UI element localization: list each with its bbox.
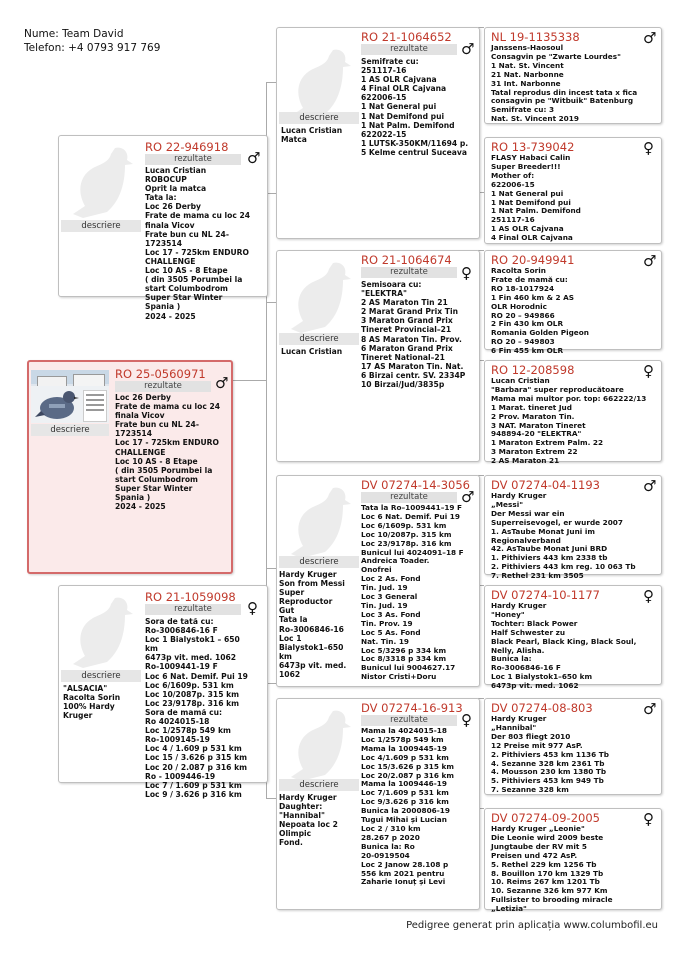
male-icon: ♂ — [643, 29, 657, 47]
ring-number: NL 19-1135338 — [491, 30, 580, 44]
pigeon-info: Mama la 4024015-18 Loc 1/2578p 549 km Mama la 1009445-19 Loc 4/1.609 p 531 km Loc 15/3.626 p 315 km Loc 20/2.087 p 316 km Mama la 1009446-19 Loc 7/1.609 p 531 km Loc 9/3.626 p 316 km Bunica la 2000806-19 Tugui Mihai și Lucian Loc 2 / 310 km 28.267 p 2020 Bunica la: Ro 20-0919504 Loc 2 Janow 28.108 p 556 km 2021 pentru Zaharie Ionuț și Levi — [361, 726, 454, 887]
great-grandparent-card[interactable] — [484, 360, 662, 466]
male-icon: ♂ — [215, 374, 229, 392]
pigeon-info: Hardy Kruger „Messi" Der Messi war ein Superreisevogel, er wurde 2007 1. AsTaube Monat Juni im Regionalverband 42. AsTaube Monat Juni BRD 1. Pithiviers 443 km 2338 tb 2. Pithiviers 443 km reg. 10 063 Tb 7. Rethel 231 km 3505 — [491, 491, 636, 581]
pigeon-info: Hardy Kruger "Honey" Tochter: Black Power Half Schwester zu Black Pearl, Black King, Black Soul, Nelly, Alisha. Bunica la: Ro-3006846-16 F Loc 1 Bialystok1–650 km 6473p vit. med. 1062 — [491, 601, 637, 691]
connector — [266, 82, 276, 83]
connector — [231, 380, 266, 381]
results-tab[interactable]: rezultate — [115, 381, 211, 392]
pigeon-info: Hardy Kruger „Leonie" Die Leonie wird 2009 beste Jungtaube der RV mit 5 Preisen und 472 AsP. 5. Rethel 229 km 1256 Tb 8. Bouillon 170 km 1329 Tb 10. Reims 267 km 1201 Tb 10. Sezanne 326 km 977 Km Fullsister to brooding miracle „Letizia" — [491, 824, 613, 914]
subject-photo[interactable] — [31, 370, 109, 423]
connector — [266, 798, 276, 799]
description-button[interactable]: descriere — [279, 333, 359, 345]
owner-notes: Hardy Kruger Son from Messi Super Reproductor Gut Tata la Ro-3006846-16 Loc 1 Bialystok1–650 km 6473p vit. med. 1062 — [279, 570, 347, 680]
pigeon-info: Janssens-Haosoul Consagvin pe "Zwarte Lourdes" 1 Nat. St. Vincent 21 Nat. Narbonne 31 Int. Narbonne Tatal reprodus din incest tata x fica consagvin pe "Witbuik" Batenburg Semifrate cu: 3 Nat. St. Vincent 2019 — [491, 43, 638, 124]
description-button[interactable]: descriere — [279, 556, 359, 568]
owner-phone: Telefon: +4 0793 917 769 — [24, 42, 161, 54]
female-icon: ♀ — [643, 362, 654, 380]
great-grandparent-card[interactable] — [484, 808, 662, 914]
male-icon: ♂ — [247, 149, 261, 167]
pigeon-info: Hardy Kruger „Hannibal" Der 803 fliegt 2010 12 Preise mit 977 AsP. 2. Pithiviers 453 km 1136 Tb 4. Sezanne 328 km 2361 Tb 4. Mousson 230 km 1380 Tb 5. Pithiviers 453 km 949 Tb 7. Sezanne 328 km — [491, 714, 609, 795]
ring-number: DV 07274-04-1193 — [491, 478, 600, 492]
male-icon: ♂ — [461, 488, 475, 506]
pigeon-info: FLASY Habaci Calin Super Breeder!!! Mother of: 622006-15 1 Nat General pui 1 Nat Demifond pui 1 Nat Palm. Demifond 251117-16 1 AS OLR Cajvana 4 Final OLR Cajvana — [491, 153, 581, 243]
grandsire-maternal-card[interactable] — [276, 475, 480, 687]
great-grandparent-card[interactable] — [484, 475, 662, 581]
pigeon-info: Lucan Cristian "Barbara" super reproducătoare Mama mai multor por. top: 662222/13 1 Marat. tineret Jud 2 Prov. Maraton Tin. 3 NAT. Maraton Tineret 948894-20 "ELEKTRA" 1 Maraton Extrem Palm. 22 3 Maraton Extrem 22 2 AS Maraton 21 — [491, 376, 647, 466]
pigeon-silhouette-icon — [281, 705, 359, 785]
male-icon: ♂ — [461, 40, 475, 58]
results-tab[interactable]: rezultate — [361, 44, 457, 55]
results-tab[interactable]: rezultate — [361, 267, 457, 278]
owner-name: Nume: Team David — [24, 28, 124, 40]
owner-notes: Lucan Cristian — [281, 347, 343, 356]
pigeon-info: Semifrate cu: 251117-16 1 AS OLR Cajvana 4 Final OLR Cajvana 622006-15 1 Nat General pui 1 Nat Demifond pui 1 Nat Palm. Demifond 622022-15 1 LUTSK-350KM/11694 p. 5 Kelme centrul Suceava — [361, 57, 469, 157]
great-grandparent-card[interactable] — [484, 250, 662, 356]
pigeon-info: Tata la Ro–1009441–19 F Loc 6 Nat. Demif. Pui 19 Loc 6/1609p. 531 km Loc 10/2087p. 315 km Loc 23/9178p. 316 km Bunicul lui 4024091–18 F Andreica Toader. Onofrei Loc 2 As. Fond Tin. Jud. 19 Loc 3 General Tin. Jud. 19 Loc 3 As. Fond Tin. Prov. 19 Loc 5 As. Fond Nat. Tin. 19 Loc 5/3296 p 334 km Loc 8/3318 p 334 km Bunicul lui 9004627.17 Nistor Cristi+Doru — [361, 503, 464, 682]
subject-card[interactable] — [27, 360, 233, 574]
description-button[interactable]: descriere — [61, 220, 141, 232]
description-button[interactable]: descriere — [31, 424, 109, 436]
pigeon-info: Lucan Cristian ROBOCUP Oprit la matca Tata la: Loc 26 Derby Frate de mama cu loc 24 finala Vicov Frate bun cu NL 24- 1723514 Loc 17 - 725km ENDURO CHALLENGE Loc 10 AS - 8 Etape ( din 3505 Porumbei la start Columbodrom Super Star Winter Spania ) 2024 - 2025 — [145, 166, 251, 321]
connector — [266, 302, 276, 303]
ring-number: DV 07274-08-803 — [491, 701, 593, 715]
pigeon-silhouette-icon — [281, 257, 359, 337]
female-icon: ♀ — [461, 711, 472, 729]
ring-number: RO 25-0560971 — [115, 367, 206, 381]
results-tab[interactable]: rezultate — [145, 604, 241, 615]
pigeon-silhouette-icon — [63, 142, 141, 222]
owner-notes: "ALSACIA" Racolta Sorin 100% Hardy Kruger — [63, 684, 121, 721]
pigeon-info: Semisoara cu: "ELEKTRA" 2 AS Maraton Tin 21 2 Marat Grand Prix Tin 3 Maraton Grand Prix Tineret Provincial–21 8 AS Maraton Tin. Prov. 6 Maraton Grand Prix Tineret National–21 17 AS Maraton Tin. Nat. 6 Birzai centr. SV. 2334P 10 Birzai/Jud/3835p — [361, 280, 466, 390]
description-button[interactable]: descriere — [279, 112, 359, 124]
ring-number: RO 22-946918 — [145, 140, 229, 154]
ring-number: DV 07274-16-913 — [361, 701, 463, 715]
dam-card[interactable] — [58, 585, 268, 799]
great-grandparent-card[interactable] — [484, 585, 662, 691]
granddam-maternal-card[interactable] — [276, 698, 480, 910]
great-grandparent-card[interactable] — [484, 137, 662, 244]
ring-number: DV 07274-09-2005 — [491, 811, 600, 825]
grandsire-paternal-card[interactable] — [276, 27, 480, 239]
results-tab[interactable]: rezultate — [145, 154, 241, 165]
male-icon: ♂ — [643, 700, 657, 718]
sire-card[interactable] — [58, 135, 268, 321]
ring-number: RO 21-1064674 — [361, 253, 452, 267]
pigeon-silhouette-icon — [281, 482, 359, 562]
female-icon: ♀ — [461, 264, 472, 282]
results-tab[interactable]: rezultate — [361, 715, 457, 726]
footer-note: Pedigree generat prin aplicația www.columbofil.eu — [406, 920, 658, 931]
pigeon-photo-icon — [35, 387, 79, 421]
female-icon: ♀ — [643, 139, 654, 157]
connector — [266, 568, 276, 569]
pigeon-info: Racolta Sorin Frate de mamă cu: RO 18-1017924 1 Fin 460 km & 2 AS OLR Horodnic RO 20 – 949866 2 Fin 430 km OLR Romania Golden Pigeon RO 20 – 949803 6 Fin 455 km OLR — [491, 266, 589, 356]
ring-number: DV 07274-10-1177 — [491, 588, 600, 602]
great-grandparent-card[interactable] — [484, 698, 662, 795]
pigeon-info: Loc 26 Derby Frate de mama cu loc 24 finala Vicov Frate bun cu NL 24- 1723514 Loc 17 - 725km ENDURO CHALLENGE Loc 10 AS - 8 Etape ( din 3505 Porumbei la start Columbodrom Super Star Winter Spania ) 2024 - 2025 — [115, 393, 221, 512]
male-icon: ♂ — [643, 252, 657, 270]
owner-info — [24, 27, 160, 55]
ring-number: RO 21-1064652 — [361, 30, 452, 44]
male-icon: ♂ — [643, 477, 657, 495]
female-icon: ♀ — [643, 810, 654, 828]
ring-number: RO 20-949941 — [491, 253, 575, 267]
pigeon-silhouette-icon — [63, 592, 141, 672]
owner-notes: Hardy Kruger Daughter: "Hannibal" Nepoata loc 2 Olimpic Fond. — [279, 793, 338, 848]
description-button[interactable]: descriere — [279, 779, 359, 791]
ring-number: DV 07274-14-3056 — [361, 478, 470, 492]
female-icon: ♀ — [247, 599, 258, 617]
ring-number: RO 12-208598 — [491, 363, 575, 377]
female-icon: ♀ — [643, 587, 654, 605]
ring-number: RO 13-739042 — [491, 140, 575, 154]
granddam-paternal-card[interactable] — [276, 250, 480, 462]
great-grandparent-card[interactable] — [484, 27, 662, 124]
ring-number: RO 21-1059098 — [145, 590, 236, 604]
pigeon-info: Sora de tată cu: Ro-3006846-16 F Loc 1 Bialystok1 – 650 km 6473p vit. med. 1062 Ro-1009441-19 F Loc 6 Nat. Demif. Pui 19 Loc 6/1609p. 531 km Loc 10/2087p. 315 km Loc 23/9178p. 316 km Sora de mamă cu: Ro 4024015-18 Loc 1/2578p 549 km Ro-1009145-19 Loc 4 / 1.609 p 531 km Loc 15 / 3.626 p 315 km Loc 20 / 2.087 p 316 km Ro - 1009446-19 Loc 7 / 1.609 p 531 km Loc 9 / 3.626 p 316 km — [145, 617, 248, 799]
owner-notes: Lucan Cristian Matca — [281, 126, 343, 145]
description-button[interactable]: descriere — [61, 670, 141, 682]
results-tab[interactable]: rezultate — [361, 492, 457, 503]
